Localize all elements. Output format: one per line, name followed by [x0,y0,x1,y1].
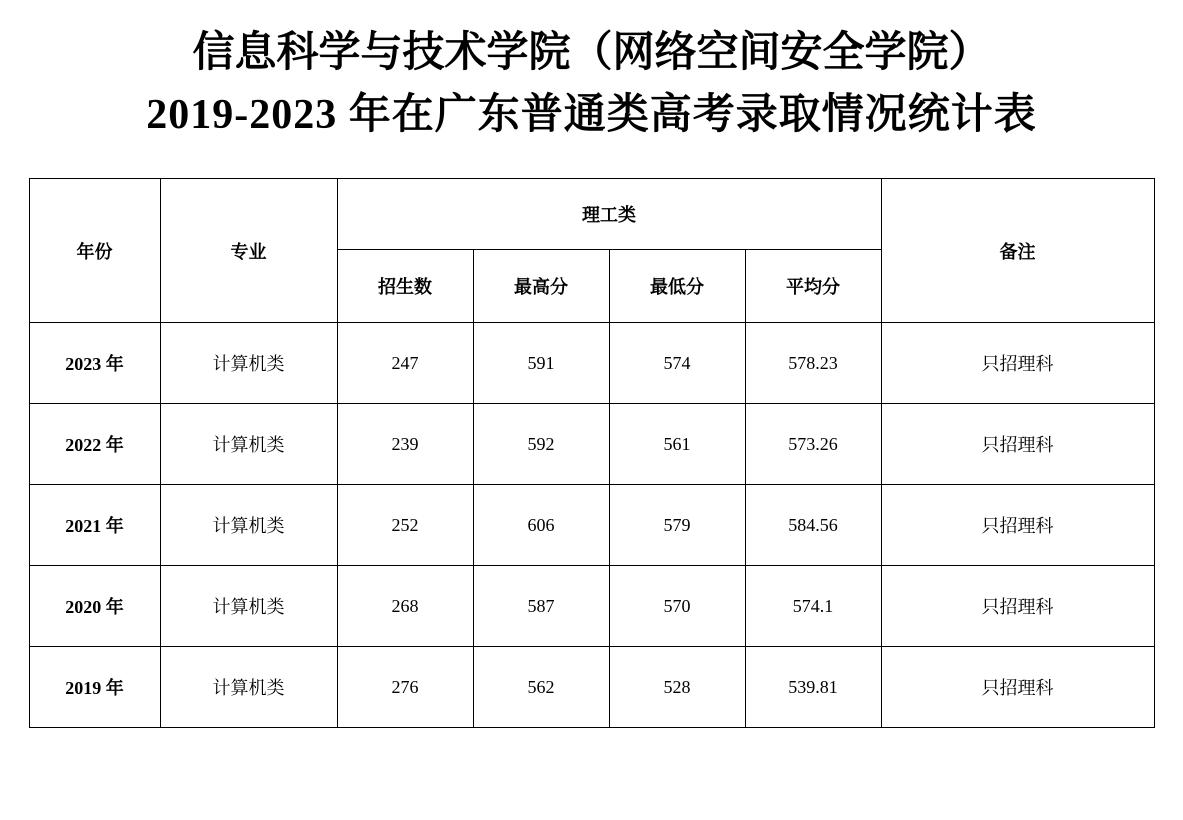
page-title-line-2: 2019-2023 年在广东普通类高考录取情况统计表 [146,92,1037,138]
cell-enrolled: 239 [337,404,473,485]
cell-average-score: 578.23 [745,323,881,404]
cell-highest-score: 587 [473,566,609,647]
cell-note: 只招理科 [881,647,1154,728]
cell-year: 2019 年 [29,647,160,728]
cell-average-score: 573.26 [745,404,881,485]
table-row [29,566,1154,647]
cell-lowest-score: 579 [609,485,745,566]
cell-lowest-score: 570 [609,566,745,647]
cell-year: 2022 年 [29,404,160,485]
table-body [29,323,1154,728]
statistics-table-wrapper [29,146,1155,728]
document-title [0,0,1183,146]
cell-lowest-score: 528 [609,647,745,728]
column-header-note: 备注 [881,179,1154,323]
cell-enrolled: 247 [337,323,473,404]
cell-enrolled: 276 [337,647,473,728]
cell-major: 计算机类 [160,647,337,728]
column-header-average-score: 平均分 [745,250,881,323]
column-header-lowest-score: 最低分 [609,250,745,323]
cell-note: 只招理科 [881,485,1154,566]
cell-year: 2020 年 [29,566,160,647]
cell-lowest-score: 561 [609,404,745,485]
cell-major: 计算机类 [160,404,337,485]
cell-major: 计算机类 [160,566,337,647]
page-title-line-1: 信息科学与技术学院（网络空间安全学院） [192,30,991,76]
cell-highest-score: 591 [473,323,609,404]
cell-highest-score: 562 [473,647,609,728]
cell-enrolled: 252 [337,485,473,566]
column-header-year: 年份 [29,179,160,323]
cell-average-score: 584.56 [745,485,881,566]
admission-statistics-table [29,178,1155,728]
table-row [29,485,1154,566]
table-row [29,404,1154,485]
cell-highest-score: 592 [473,404,609,485]
table-row [29,647,1154,728]
table-header [29,179,1154,323]
column-header-major: 专业 [160,179,337,323]
cell-enrolled: 268 [337,566,473,647]
cell-average-score: 574.1 [745,566,881,647]
table-row [29,323,1154,404]
column-header-enrolled: 招生数 [337,250,473,323]
column-header-highest-score: 最高分 [473,250,609,323]
cell-major: 计算机类 [160,323,337,404]
cell-average-score: 539.81 [745,647,881,728]
cell-major: 计算机类 [160,485,337,566]
column-group-header-science: 理工类 [337,179,881,250]
table-header-row-1 [29,179,1154,250]
cell-note: 只招理科 [881,323,1154,404]
cell-note: 只招理科 [881,566,1154,647]
cell-highest-score: 606 [473,485,609,566]
cell-year: 2021 年 [29,485,160,566]
cell-year: 2023 年 [29,323,160,404]
cell-lowest-score: 574 [609,323,745,404]
cell-note: 只招理科 [881,404,1154,485]
